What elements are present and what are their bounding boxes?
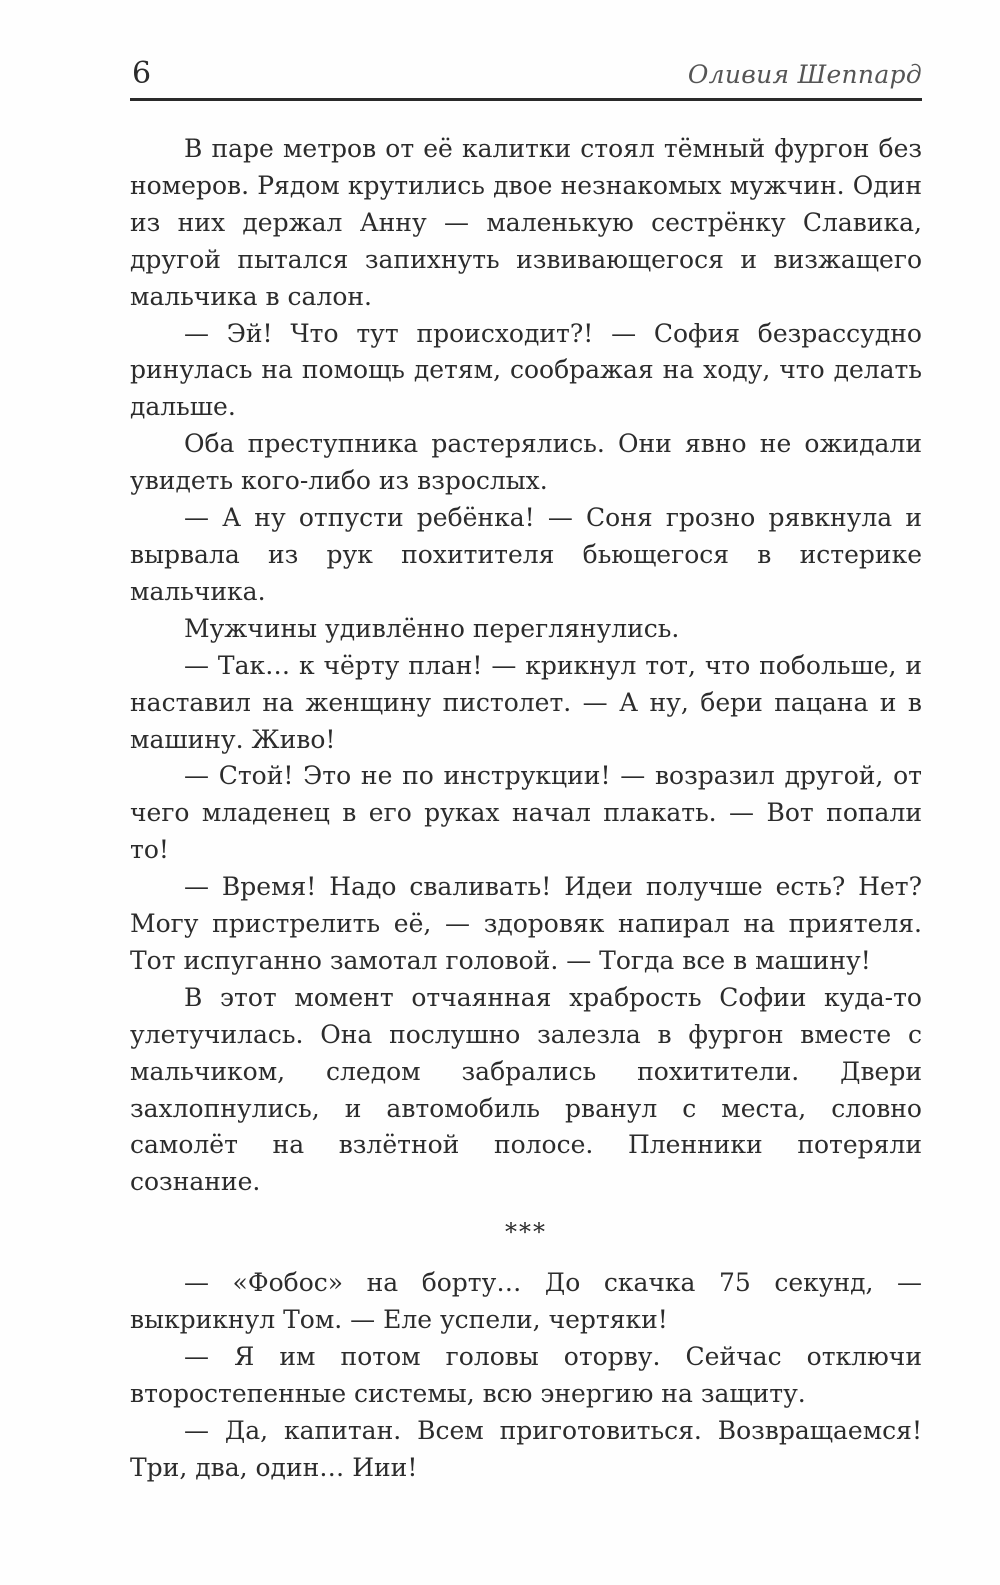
paragraph: — Эй! Что тут происходит?! — София безрассудно ринулась на помощь детям, соображая на ходу, что делать дальше.: [130, 318, 922, 422]
paragraph: — Я им потом головы оторву. Сейчас отключи второстепенные системы, всю энергию на защиту.: [130, 1342, 922, 1408]
body-text: [130, 131, 922, 1487]
paragraph: В этот момент отчаянная храбрость Софии куда-то улетучилась. Она послушно залезла в фургон вместе с мальчиком, следом забрались похитители. Двери захлопнулись, и автомобиль рванул с места, словно самолёт на взлётной полосе. Пленники потеряли сознание.: [130, 982, 922, 1197]
page-number: 6: [132, 56, 152, 91]
page-header: [130, 52, 922, 101]
paragraph: В паре метров от её калитки стоял тёмный фургон без номеров. Рядом крутились двое незнакомых мужчин. Один из них держал Анну — маленькую сестрёнку Славика, другой пытался запихнуть извивающегося и визжащего мальчика в салон.: [130, 134, 922, 311]
running-title: Оливия Шеппард: [687, 60, 922, 89]
paragraph: — А ну отпусти ребёнка! — Соня грозно рявкнула и вырвала из рук похитителя бьющегося в истерике мальчика.: [130, 503, 922, 606]
paragraph: Оба преступника растерялись. Они явно не ожидали увидеть кого-либо из взрослых.: [130, 429, 922, 496]
paragraph: — Да, капитан. Всем приготовиться. Возвращаемся! Три, два, один… Иии!: [130, 1415, 922, 1482]
paragraph: — Время! Надо сваливать! Идеи получше есть? Нет? Могу пристрелить её, — здоровяк напирал на приятеля. Тот испуганно замотал головой. — Тогда все в машину!: [130, 872, 922, 975]
paragraph: — Стой! Это не по инструкции! — возразил другой, от чего младенец в его руках начал плакать. — Вот попали то!: [130, 761, 922, 865]
section-separator: ***: [505, 1218, 547, 1247]
paragraph: — Так… к чёрту план! — крикнул тот, что побольше, и наставил на женщину пистолет. — А ну, бери пацана и в машину. Живо!: [130, 650, 922, 754]
paragraph: Мужчины удивлённо переглянулись.: [184, 613, 680, 643]
paragraph: — «Фобос» на борту… До скачка 75 секунд, — выкрикнул Том. — Еле успели, чертяки!: [130, 1268, 922, 1335]
